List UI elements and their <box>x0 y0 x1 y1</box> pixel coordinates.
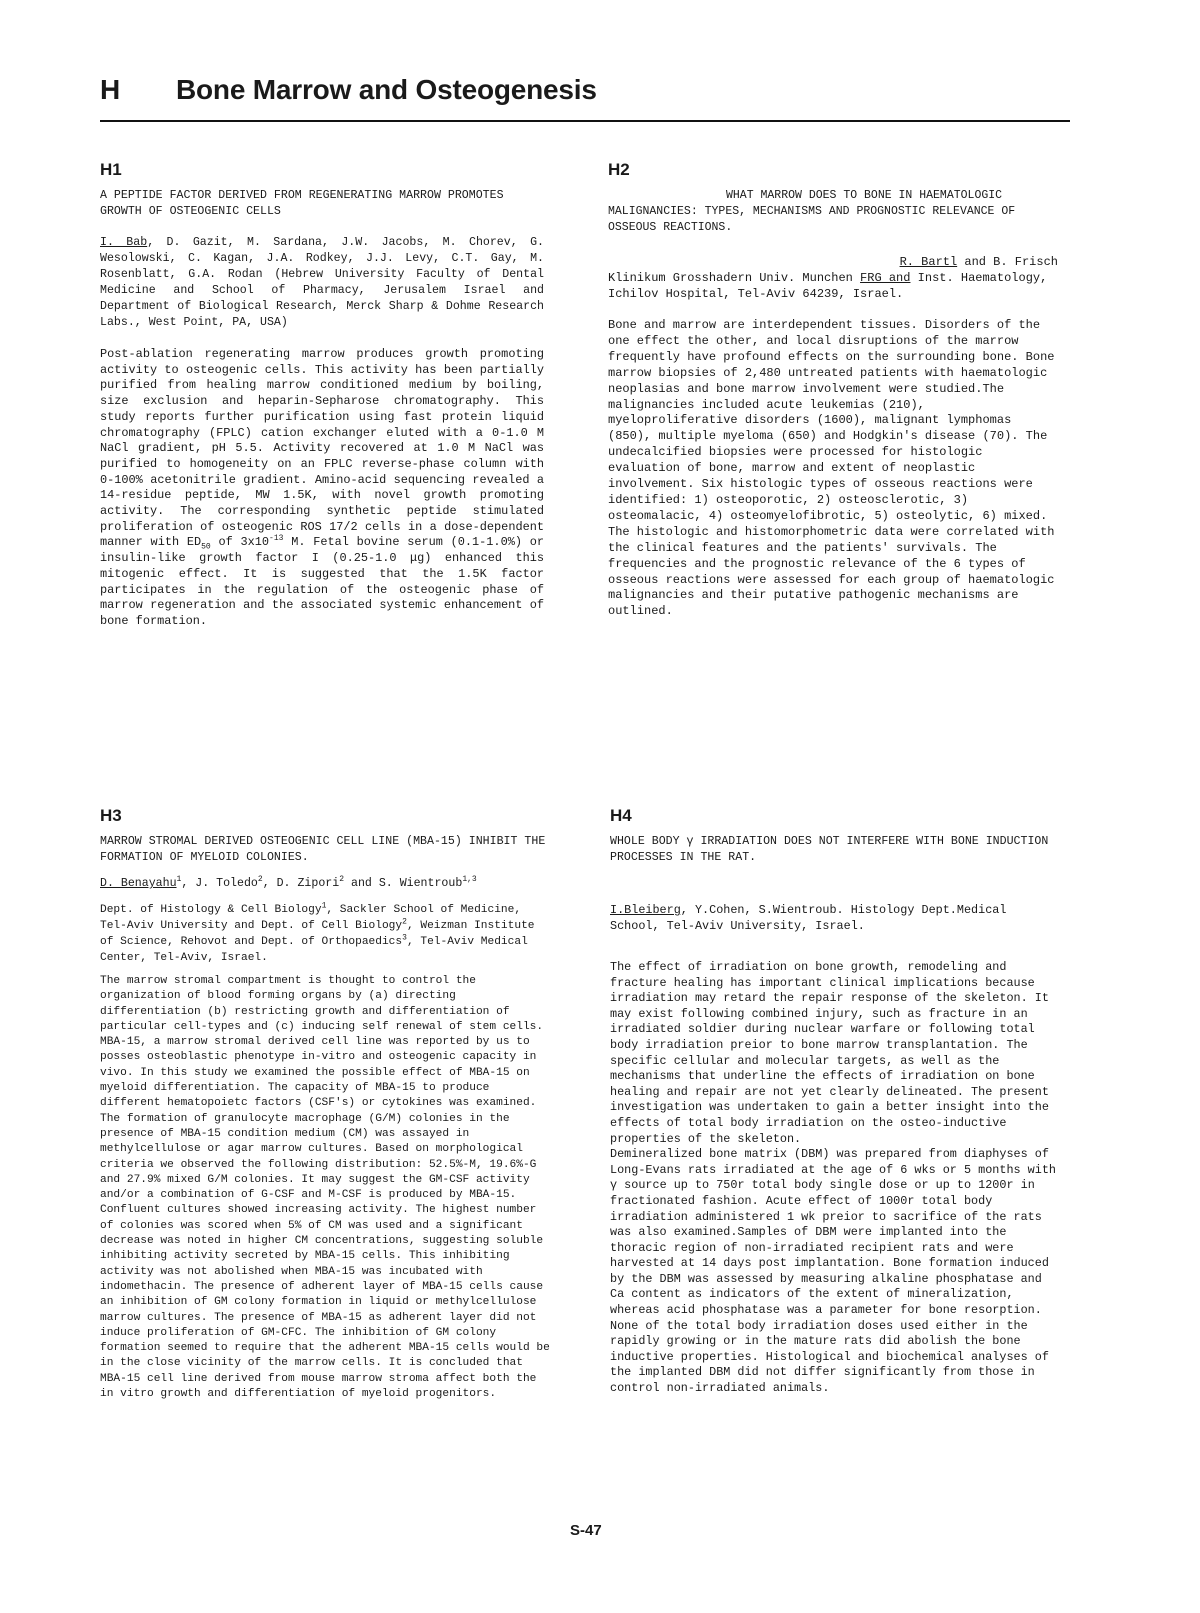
affiliation-text: , Weizman Institute of Science, Rehovot and Dept. of Orthopaedics <box>100 920 535 948</box>
body-text: Demineralized bone matrix (DBM) was prepared from diaphyses of Long-Evans rats irradiated at the age of 6 wks or 5 months with <box>610 1147 1056 1177</box>
gamma-symbol: γ <box>686 835 694 848</box>
abstract-authors <box>610 902 1062 934</box>
presenting-author: I. Bab <box>100 236 148 249</box>
authors-affiliation: , D. Gazit, M. Sardana, J.W. Jacobs, M. Chorev, G. Wesolowski, C. Kagan, J.A. Rodkey, J.J. Levy, C.T. Gay, M. Rosenblatt, G.A. Rodan (Hebrew University Faculty of Dental Medicine and School of Pharmacy, Jerusalem Israel and Department of Biological Research, Merck Sharp & Dohme Research Labs., West Point, PA, USA) <box>100 236 544 329</box>
presenting-author: D. Benayahu <box>100 877 177 890</box>
body-text: Post-ablation regenerating marrow produces growth promoting activity to osteogenic cells. This activity has been partially purified from healing marrow conditioned medium by boiling, size exclusion and heparin-Sepharose chromatography. This study reports further purification using fast protein liquid chromatography (FPLC) cation exchanger eluted with a 0-1.0 M NaCl gradient, pH 5.5. Activity recovered at 1.0 M NaCl was purified to homogeneity on an FPLC reverse-phase column with 0-100% acetonitrile gradient. Amino-acid sequencing revealed a 14-residue peptide, MW 1.5K, with novel growth promoting activity. The corresponding synthetic peptide stimulated proliferation of osteogenic ROS 17/2 cells in a dose-dependent manner with ED <box>100 347 544 550</box>
abstract-affiliation <box>608 270 1058 302</box>
abstract-title <box>608 188 1058 236</box>
abstract-id: H1 <box>100 160 122 179</box>
body-subscript: 50 <box>201 542 211 552</box>
title-text: IRRADIATION DOES NOT INTERFERE WITH BONE INDUCTION PROCESSES IN THE RAT. <box>610 835 1049 864</box>
affiliation-text: FRG and <box>860 271 911 285</box>
presenting-author: R. Bartl <box>899 255 958 269</box>
affiliation-text: Dept. of Histology & Cell Biology <box>100 904 322 916</box>
abstract-body: Bone and marrow are interdependent tissues. Disorders of the one effect the other, and local disruptions of the marrow frequently have profound effects on the surrounding bone. Bone marrow biopsies of 2,480 untreated patients with haematologic neoplasias and bone marrow involvement were studied.The malignancies included acute leukemias (210), myeloproliferative disorders (1600), malignant lymphomas (850), multiple myeloma (650) and Hodgkin's disease (70). The undecalcified biopsies were processed for histologic evaluation of bone, marrow and extent of neoplastic involvement. Six histologic types of osseous reactions were identified: 1) osteoporotic, 2) osteosclerotic, 3) osteomalacic, 4) osteomyelofibrotic, 5) osteolytic, 6) mixed. The histologic and histomorphometric data were correlated with the clinical features and the patients' survivals. The frequencies and the prognostic relevance of the 6 types of osseous reactions were assessed for each group of haematologic malignancies and their putative pathogenic mechanisms are outlined. <box>608 318 1055 619</box>
page-number: S-47 <box>570 1522 602 1539</box>
abstract-affiliation <box>100 902 550 966</box>
affiliation-superscript: 3 <box>402 933 407 943</box>
author-superscript: 2 <box>339 875 345 885</box>
abstract-authors <box>100 235 544 331</box>
affiliation-text: , Tel-Aviv Medical Center, Tel-Aviv, Israel. <box>100 936 528 964</box>
abstract-id: H4 <box>610 806 632 825</box>
affiliation-superscript: 2 <box>402 917 407 927</box>
section-header <box>100 70 1070 122</box>
body-superscript: -13 <box>269 534 284 544</box>
authors-affiliation: , Y.Cohen, S.Wientroub. Histology Dept.Medical School, Tel-Aviv University, Israel. <box>610 903 1007 933</box>
abstract-body <box>100 347 544 630</box>
body-text: M. Fetal bovine serum (0.1-1.0%) or insulin-like growth factor I (0.25-1.0 μg) enhanced this mitogenic effect. It is suggested that the 1.5K factor participates in the regulation of the osteogenic phase of marrow regeneration and the associated systemic enhancement of bone formation. <box>100 535 544 628</box>
abstract-title: A PEPTIDE FACTOR DERIVED FROM REGENERATING MARROW PROMOTES GROWTH OF OSTEOGENIC CELLS <box>100 189 504 218</box>
abstract-h3 <box>100 806 550 1402</box>
section-title: Bone Marrow and Osteogenesis <box>176 74 597 105</box>
abstract-h1 <box>100 160 544 630</box>
presenting-author: I.Bleiberg <box>610 903 681 917</box>
abstract-id: H2 <box>608 160 630 179</box>
abstract-title <box>610 834 1062 866</box>
body-paragraph: The effect of irradiation on bone growth, remodeling and fracture healing has important clinical implications because irradiation may retard the repair response of the skeleton. It may exist following combined injury, such as fracture in an irradiated soldier during nuclear warfare or following total body irradiation preior to bone marrow transplantation. The specific cellular and molecular targets, as well as the mechanisms that underline the effects of irradiation on bone healing and repair are not yet clearly delineated. The present investigation was undertaken to gain a better insight into the effects of total body irradiation on the osteo-inductive properties of the skeleton. <box>610 960 1049 1146</box>
author-name: and S. Wientroub <box>344 877 463 890</box>
title-text: WHOLE BODY <box>610 835 687 848</box>
body-text: of 3x10 <box>210 535 270 550</box>
author-name: , J. Toledo <box>181 877 258 890</box>
affiliation-text: Klinikum Grosshadern Univ. Munchen <box>608 271 861 285</box>
co-authors: and B. Frisch <box>957 255 1058 269</box>
abstract-title: MARROW STROMAL DERIVED OSTEOGENIC CELL LINE (MBA-15) INHIBIT THE FORMATION OF MYELOID COLONIES. <box>100 835 546 864</box>
author-name: , D. Zipori <box>262 877 340 890</box>
abstract-id: H3 <box>100 806 122 825</box>
abstract-body <box>610 960 1062 1397</box>
affiliation-text: , Sackler School of Medicine, Tel-Aviv University and Dept. of Cell Biology <box>100 904 522 932</box>
abstract-h4 <box>610 806 1062 1397</box>
author-superscript: 1,3 <box>462 875 477 885</box>
abstract-body: The marrow stromal compartment is thought to control the organization of blood forming organs by (a) directing differentiation (b) restricting growth and differentiation of particular cell-types and (c) inducing self renewal of stem cells. MBA-15, a marrow stromal derived cell line was reported by us to posses osteoblastic phenotype in-vitro and osteogenic capacity in vivo. In this study we examined the possible effect of MBA-15 on myeloid differentiation. The capacity of MBA-15 to produce different hematopoietc factors (CSF's) or cytokines was examined. The formation of granulocyte macrophage (G/M) colonies in the presence of MBA-15 condition medium (CM) was assayed in methylcellulose or agar marrow cultures. Based on morphological criteria we observed the following distribution: 52.5%-M, 19.6%-G and 27.9% mixed G/M colonies. It may suggest the GM-CSF activity and/or a combination of G-CSF and M-CSF is produced by MBA-15. Confluent cultures showed increasing activity. The highest number of colonies was scored when 5% of CM was used and a significant decrease was noted in higher CM concentrations, suggesting soluble inhibiting activity secreted by MBA-15 cells. This inhibiting activity was not abolished when MBA-15 was incubated with indomethacin. The presence of adherent layer of MBA-15 cells cause an inhibition of GM colony formation in liquid or methylcellulose marrow cultures. The presence of MBA-15 as adherent layer did not induce proliferation of GM-CFC. The inhibition of GM colony formation seemed to require that the adherent MBA-15 cells would be in the close vicinity of the marrow cells. It is concluded that MBA-15 cell line derived from mouse marrow stroma affect both the in vitro growth and differentiation of myeloid progenitors. <box>100 975 550 1401</box>
abstract-h2 <box>608 160 1058 620</box>
section-letter: H <box>100 74 121 105</box>
title-line: WHAT MARROW DOES TO BONE IN HAEMATOLOGIC <box>726 189 1003 202</box>
affiliation-text: Inst. Haematology, Ichilov Hospital, Tel-Aviv 64239, Israel. <box>608 271 1048 301</box>
author-superscript: 1 <box>176 875 182 885</box>
abstract-authors <box>100 876 550 892</box>
abstract-authors <box>608 254 1058 270</box>
title-line: MALIGNANCIES: TYPES, MECHANISMS AND PROGNOSTIC RELEVANCE OF OSSEOUS REACTIONS. <box>608 205 1016 234</box>
body-paragraph <box>610 1147 1062 1397</box>
author-superscript: 2 <box>257 875 263 885</box>
gamma-symbol: γ <box>610 1178 618 1193</box>
body-text: source up to 750r total body single dose or up to 1200r in fractionated fashion. Acute effect of 1000r total body irradiation administered 1 wk preior to sacrifice of the rats was also examined.Samples of DBM were implanted into the thoracic region of non-irradiated recipient rats and were harvested at 14 days post implantation. Bone formation induced by the DBM was assessed by measuring alkaline phosphatase and Ca content as indicators of the extent of mineralization, whereas acid phosphatase was a parameter for bone resorption. None of the total body irradiation doses used either in the rapidly growing or in the mature rats did abolish the bone inductive properties. Histological and biochemical analyses of the implanted DBM did not differ significantly from those in control non-irradiated animals. <box>610 1178 1049 1396</box>
affiliation-superscript: 1 <box>321 901 327 911</box>
